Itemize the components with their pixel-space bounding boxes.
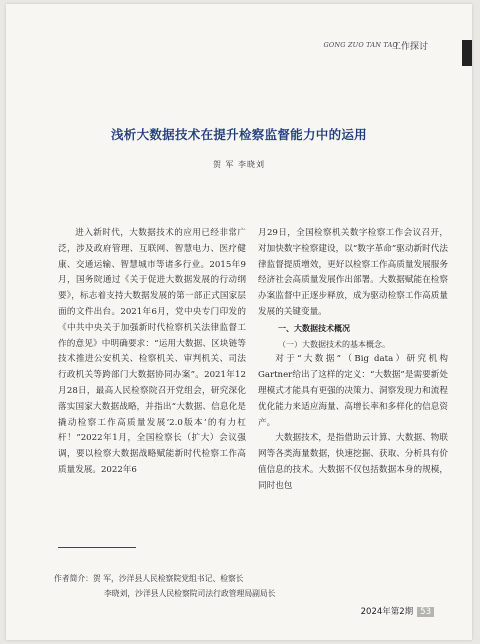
column-name: 工作探讨 [391, 42, 428, 52]
left-column [58, 226, 246, 479]
journal-page [6, 4, 472, 640]
body-paragraph: 大数据技术，是指借助云计算、大数据、物联网等各类海量数据，快速挖掘、获取、分析具有价值信息的技术。大数据不仅包括数据本身的规模，同时也包 [258, 433, 448, 491]
author-footnote [54, 571, 276, 601]
section-heading: 一、大数据技术概况 [278, 323, 350, 333]
article-authors: 贺 军 李晓刘 [212, 160, 266, 169]
header-tab-mark [462, 40, 472, 66]
right-column [258, 226, 448, 495]
body-paragraph: 进入新时代，大数据技术的应用已经非常广泛，涉及政府管理、互联网、智慧电力、医疗健康、交通运输、智慧城市等诸多行业。2015年9月，国务院通过《关于促进大数据发展的行动纲要》，标志着支持大数据发展的第一部正式国家层面的文件出台。2021年6月，党中央专门印发的《中共中央关于加强新时代检察机关法律监督工作的意见》中明确要求：“运用大数据、区块链等技术推进公安机关、检察机关、审判机关、司法行政机关等跨部门大数据协同办案”。2021年12月28日，最高人民检察院召开党组会，研究深化落实国家大数据战略，并指出“大数据、信息化是撬动检察工作高质量发展‘2.0版本’的有力杠杆！”2022年1月，全国检察长（扩大）会议强调，要以检察大数据战略赋能新时代检察工作高质量发展。2022年6 [58, 228, 246, 475]
footnote-author-1: 贺 军，沙洋县人民检察院党组书记、检察长 [92, 574, 244, 583]
column-pinyin: GONG ZUO TAN TAO [323, 41, 398, 49]
page-folio [361, 605, 434, 617]
footnote-label: 作者简介： [54, 574, 93, 583]
body-paragraph: 对于“大数据”（Big data）研究机构Gartner给出了这样的定义：“大数据”是需要新处理模式才能具有更强的决策力、洞察发现力和流程优化能力来适应海量、高增长率和多样化的信息资产。 [258, 354, 448, 428]
subsection-heading: （一）大数据技术的基本概念。 [278, 339, 390, 349]
page-number: 53 [417, 607, 434, 617]
footnote-author-2: 李晓刘，沙洋县人民检察院司法行政管理局副局长 [104, 589, 276, 598]
body-paragraph: 月29日，全国检察机关数字检察工作会议召开，对加快数字检察建设，以“数字革命”驱动新时代法律监督提质增效，更好以检察工作高质量发展服务经济社会高质量发展作出部署。大数据赋能在检察办案监督中正逐步释放，成为驱动检察工作高质量发展的关键变量。 [258, 228, 448, 317]
issue-label: 2024年第2期 [360, 607, 414, 617]
article-title: 浅析大数据技术在提升检察监督能力中的运用 [110, 127, 367, 142]
footnote-divider [58, 547, 136, 548]
